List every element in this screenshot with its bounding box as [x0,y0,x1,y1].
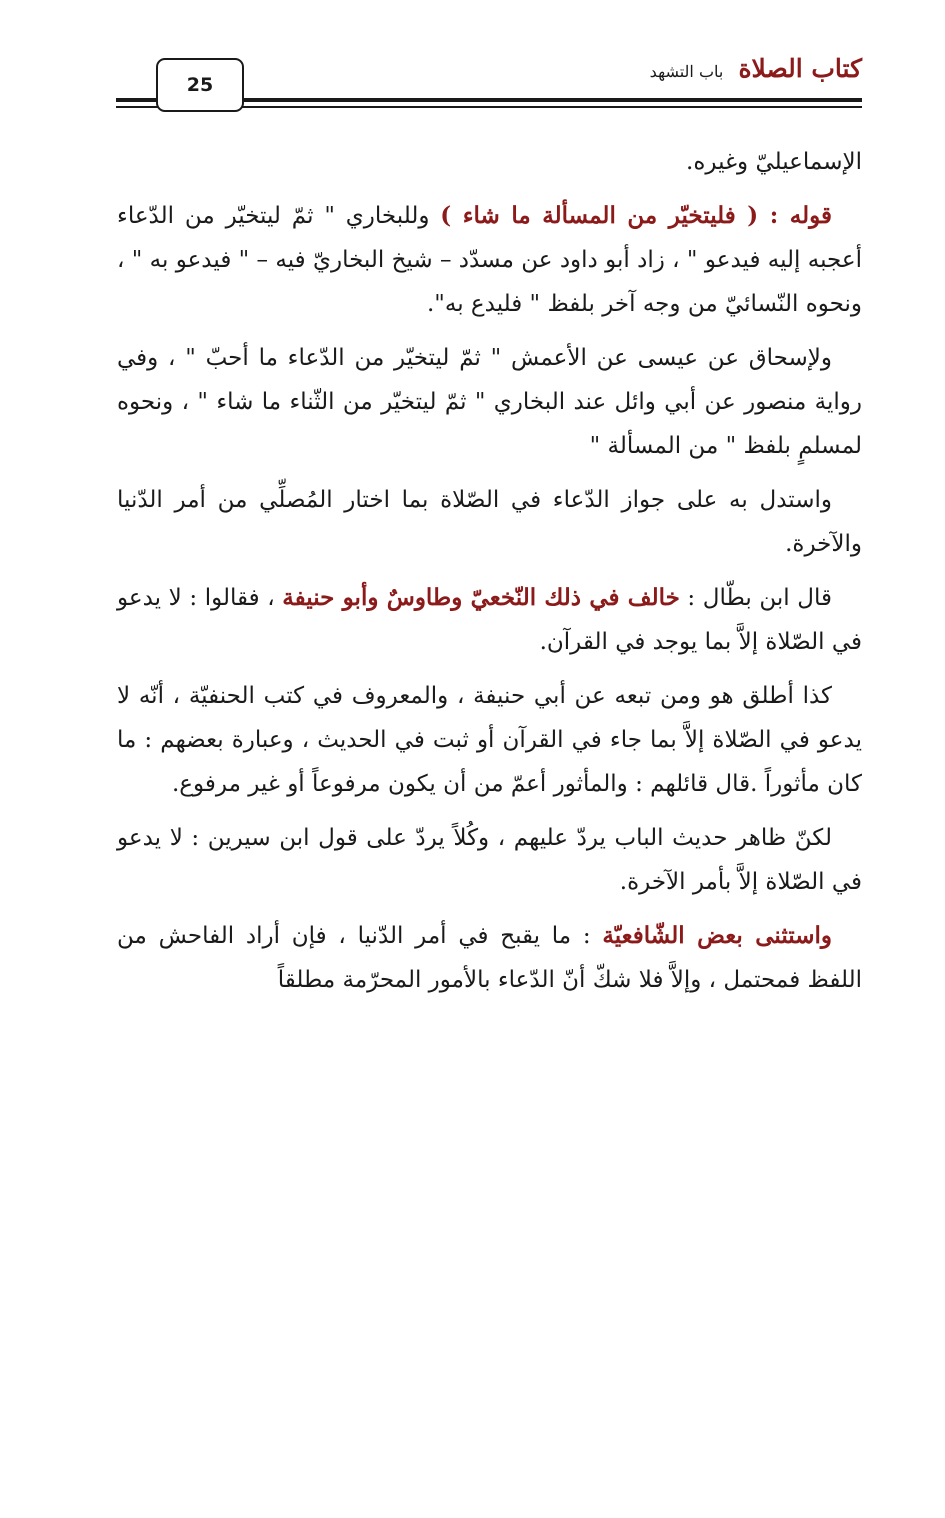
paragraph-2 [117,194,862,326]
paragraph-7 [117,816,862,904]
paragraph-text-pre: قال ابن بطّال : [679,585,832,611]
paragraph-5 [117,576,862,664]
book-title: كتاب الصلاة [738,54,862,83]
page-number: 25 [186,74,214,96]
highlighted-lemma: قوله : ( فليتخيّر من المسألة ما شاء ) [440,202,832,229]
paragraph-text: الإسماعيليّ وغيره. [686,149,862,175]
paragraph-text: ، فقالوا : لا يدعو في الصّلاة إلاَّ بما يوجد في القرآن. [117,585,862,655]
running-head [650,54,862,83]
page-number-box [156,58,244,112]
paragraph-text: لكنّ ظاهر حديث الباب يردّ عليهم ، وكُلاً يردّ على قول ابن سيرين : لا يدعو في الصّلاة إلاَّ بأمر الآخرة. [117,825,862,895]
paragraph-text: كذا أطلق هو ومن تبعه عن أبي حنيفة ، والمعروف في كتب الحنفيّة ، أنّه لا يدعو في الصّلاة إلاَّ بما جاء في القرآن أو ثبت في الحديث ، وعبارة بعضهم : ما كان مأثوراً .قال قائلهم : والمأثور أعمّ من أن يكون مرفوعاً أو غير مرفوع. [117,683,862,797]
page-body [117,140,862,1012]
highlighted-phrase: خالف في ذلك النّخعيّ وطاوسٌ وأبو حنيفة [282,584,680,611]
highlighted-lemma: واستثنى بعض الشّافعيّة [602,922,832,949]
paragraph-6 [117,674,862,806]
paragraph-3 [117,336,862,468]
paragraph-text: وللبخاري " ثمّ ليتخيّر من الدّعاء أعجبه إليه فيدعو " ، زاد أبو داود عن مسدّد – شيخ البخاريّ فيه – " فيدعو به " ، ونحوه النّسائيّ من وجه آخر بلفظ " فليدع به". [117,203,862,317]
paragraph-8 [117,914,862,1002]
paragraph-1 [117,140,862,184]
page-header [116,50,862,116]
paragraph-text: ولإسحاق عن عيسى عن الأعمش " ثمّ ليتخيّر من الدّعاء ما أحبّ " ، وفي رواية منصور عن أبي وائل عند البخاري " ثمّ ليتخيّر من الثّناء ما شاء " ، ونحوه لمسلمٍ بلفظ " من المسألة " [117,345,862,459]
chapter-title: باب التشهد [649,62,724,81]
paragraph-text: : ما يقبح في أمر الدّنيا ، فإن أراد الفاحش من اللفظ فمحتمل ، وإلاَّ فلا شكّ أنّ الدّعاء بالأمور المحرّمة مطلقاً [117,923,862,993]
paragraph-4 [117,478,862,566]
paragraph-text: واستدل به على جواز الدّعاء في الصّلاة بما اختار المُصلِّي من أمر الدّنيا والآخرة. [117,487,862,557]
